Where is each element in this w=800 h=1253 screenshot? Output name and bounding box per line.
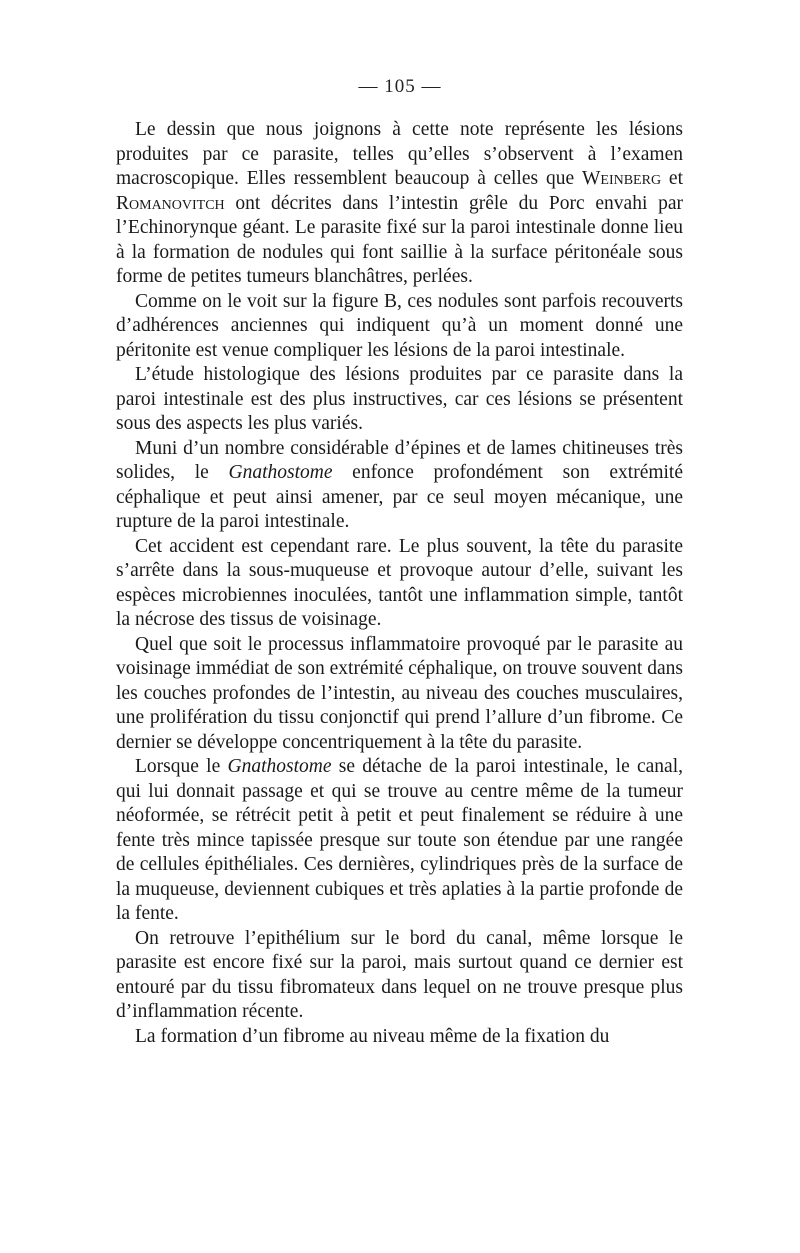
paragraph [116, 290, 683, 364]
text-run: Cet accident est cependant rare. Le plus souvent, la tête du parasite s’arrête dans la sous-muqueuse et provoque autour d’elle, suivant les espèces microbiennes inoculées, tantôt une inflammation simple, tantôt la nécrose des tissus de voisinage. [116, 535, 683, 630]
text-run: Comme on le voit sur la figure B, ces nodules sont parfois recouverts d’adhérences anciennes qui indiquent qu’à un moment donné une péritonite est venue compliquer les lésions de la paroi intestinale. [116, 290, 683, 361]
body-text [116, 118, 683, 1049]
text-run: ont décrites dans l’intestin grêle du Porc envahi par l’Echinorynque géant. Le parasite fixé sur la paroi intestinale donne lieu à la formation de nodules qui font saillie à la surface péritonéale sous forme de petites tumeurs blanchâtres, perlées. [116, 192, 683, 287]
italic-term: Gnathostome [228, 462, 333, 483]
paragraph [116, 633, 683, 756]
paragraph [116, 118, 683, 290]
text-run: On retrouve l’epithélium sur le bord du canal, même lorsque le parasite est encore fixé sur la paroi, mais surtout quand ce dernier est entouré par du tissu fibromateux dans lequel on ne trouve presque plus d’inflammation récente. [116, 927, 683, 1022]
paragraph [116, 535, 683, 633]
text-run: enfonce profondément son extrémité céphalique et peut ainsi amener, par ce seul moyen mécanique, une rupture de la paroi intestinale. [116, 462, 684, 532]
text-run: Le dessin que nous joignons à cette note représente les lésions produites par ce parasite, telles qu’elles s’observent à l’examen macroscopique. Elles ressemblent beaucoup à celles que [116, 119, 683, 189]
text-run: Quel que soit le processus inflammatoire provoqué par le parasite au voisinage immédiat de son extrémité céphalique, on trouve souvent dans les couches profondes de l’intestin, au niveau des couches musculaires, une prolifération du tissu conjonctif qui prend l’allure d’un fibrome. Ce dernier se développe concentriquement à la tête du parasite. [116, 633, 683, 753]
paragraph [116, 437, 683, 535]
text-run: La formation d’un fibrome au niveau même de la fixation du [135, 1025, 610, 1047]
text-run: Lorsque le [135, 756, 228, 777]
paragraph [116, 755, 683, 927]
text-run: L’étude histologique des lésions produites par ce parasite dans la paroi intestinale est des plus instructives, car ces lésions se présentent sous des aspects les plus variés. [116, 364, 683, 434]
text-run: et [661, 168, 683, 189]
author-name: Romanovitch [116, 192, 225, 214]
text-run: se détache de la paroi intestinale, le canal, qui lui donnait passage et qui se trouve au centre même de la tumeur néoformée, se rétrécit petit à petit et peut finalement se réduire à une fente très mince tapissée presque sur toute son étendue par une rangée de cellules épithéliales. Ces dernières, cylindriques près de la surface de la muqueuse, deviennent cubiques et très aplaties à la partie profonde de la fente. [116, 756, 683, 924]
paragraph [116, 927, 683, 1025]
paragraph [116, 1025, 683, 1050]
author-name: Weinberg [581, 168, 662, 189]
italic-term: Gnathostome [227, 756, 332, 777]
page-number: — 105 — [358, 76, 442, 97]
paragraph [116, 363, 683, 437]
text-run: Muni d’un nombre considérable d’épines et de lames chitineuses très solides, le [116, 437, 683, 483]
